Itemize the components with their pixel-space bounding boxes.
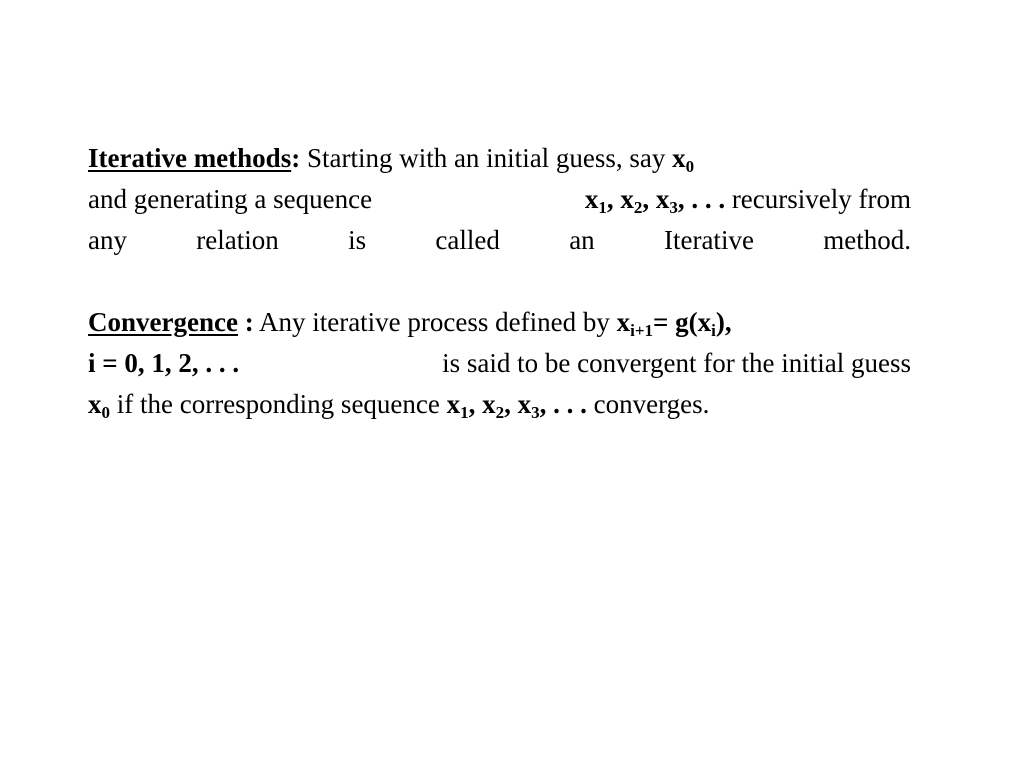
x0-symbol: $x_0$ xyxy=(672,143,695,176)
iterative-line-2 xyxy=(88,179,911,220)
iterative-line1-text: Starting with an initial guess, say xyxy=(300,143,673,173)
word: relation xyxy=(196,225,279,255)
iterative-line2-text: and generating a sequence xyxy=(88,184,373,214)
x0-symbol: $x_0$ xyxy=(88,389,110,422)
iterative-line2-tail: recursively from xyxy=(725,184,911,214)
sequence-expression: $x_1$, $x_2$, $x_3$, . . . xyxy=(446,389,587,422)
iterative-methods-term: Iterative methods xyxy=(88,143,292,173)
convergence-line-3 xyxy=(88,384,911,425)
iterative-line-1 xyxy=(88,138,911,179)
word: method. xyxy=(823,225,911,255)
word: any xyxy=(88,225,127,255)
convergence-colon: : xyxy=(237,307,254,337)
convergence-line2-text: is said to be convergent for the initial guess xyxy=(442,348,911,378)
word: an xyxy=(569,225,595,255)
convergence-paragraph xyxy=(88,302,911,425)
word: is xyxy=(348,225,367,255)
convergence-term: Convergence xyxy=(88,307,238,337)
index-range: i = 0, 1, 2, . . . xyxy=(88,348,240,378)
iterative-methods-paragraph xyxy=(88,138,911,261)
convergence-line-2 xyxy=(88,343,911,384)
iteration-formula: $x_{i+1}= g(x_i)$, xyxy=(616,307,732,340)
convergence-line-1 xyxy=(88,302,911,343)
convergence-line3-tail: converges. xyxy=(586,389,710,419)
iterative-line-3 xyxy=(88,220,911,261)
convergence-line3-text: if the corresponding sequence xyxy=(110,389,447,419)
word: called xyxy=(435,225,500,255)
sequence-expression: $x_1$, $x_2$, $x_3$, . . . xyxy=(584,184,726,217)
word: Iterative xyxy=(663,225,754,255)
convergence-line1-text: Any iterative process defined by xyxy=(253,307,617,337)
iterative-sequence-group xyxy=(585,179,911,220)
iterative-colon: : xyxy=(291,143,301,173)
